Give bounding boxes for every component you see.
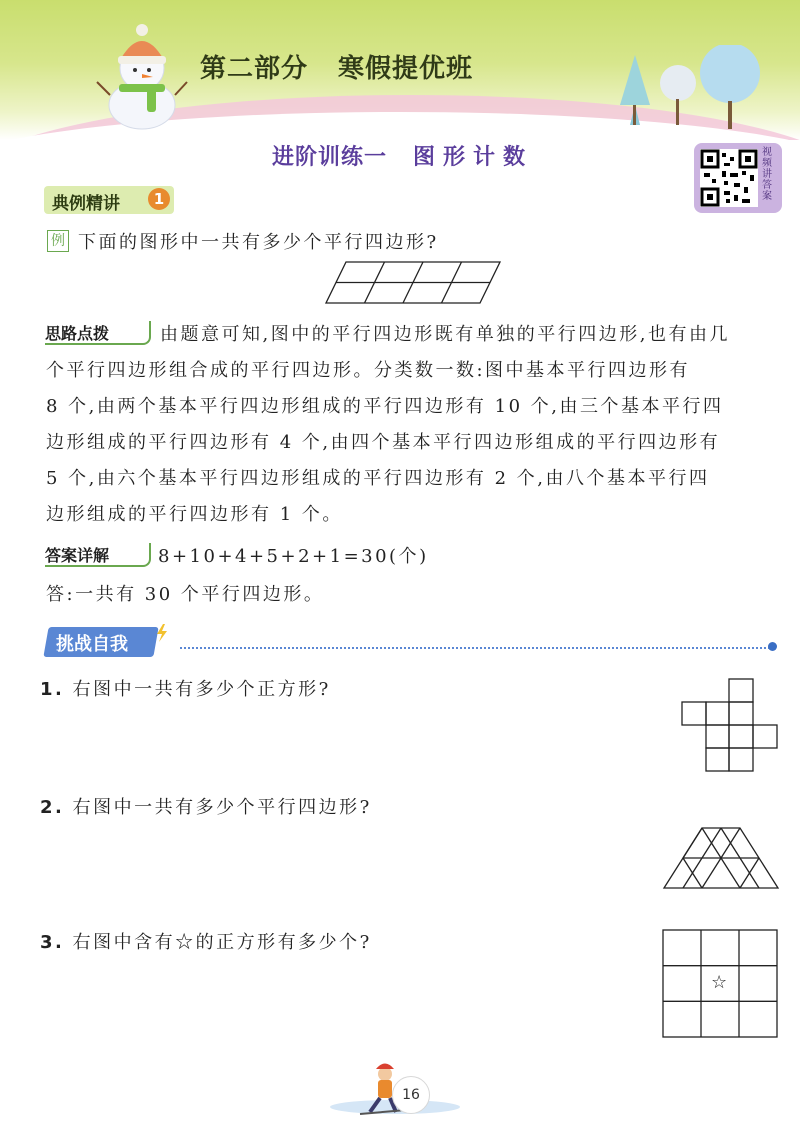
answer-text: 答:一共有 30 个平行四边形。 bbox=[46, 584, 325, 605]
page-number: 16 bbox=[392, 1076, 430, 1114]
lesson-title-main: 图形计数 bbox=[413, 145, 534, 170]
hint-line-1: 由题意可知,图中的平行四边形既有单独的平行四边形,也有由几 bbox=[160, 324, 730, 345]
star-icon: ☆ bbox=[711, 972, 728, 993]
question-2 bbox=[40, 793, 372, 819]
example-question: 下面的图形中一共有多少个平行四边形? bbox=[78, 232, 439, 253]
lesson-title bbox=[272, 140, 533, 171]
snowman-icon bbox=[95, 20, 190, 130]
hint-label-box bbox=[45, 321, 151, 345]
qr-label: 视频讲答案 bbox=[762, 147, 772, 202]
question-2-number: 2. bbox=[40, 797, 65, 818]
answer-label: 答案详解 bbox=[45, 546, 110, 565]
triangle-trapezoid-figure bbox=[662, 826, 782, 892]
question-1 bbox=[40, 675, 331, 701]
trees-decoration-icon bbox=[620, 45, 770, 130]
squares-cross-figure bbox=[680, 677, 780, 773]
question-1-text: 右图中一共有多少个正方形? bbox=[72, 679, 331, 700]
question-3-text: 右图中含有☆的正方形有多少个? bbox=[72, 932, 372, 953]
example-tag: 例 bbox=[47, 230, 69, 252]
answer-formula: 8+10+4+5+2+1=30(个) bbox=[158, 546, 429, 567]
question-1-number: 1. bbox=[40, 679, 65, 700]
part-label: 第二部分 bbox=[200, 54, 309, 84]
question-3 bbox=[40, 928, 372, 954]
lightning-icon bbox=[155, 624, 169, 642]
part-name: 寒假提优班 bbox=[338, 54, 474, 84]
question-2-text: 右图中一共有多少个平行四边形? bbox=[72, 797, 372, 818]
challenge-label: 挑战自我 bbox=[56, 634, 128, 655]
banner-title bbox=[200, 48, 503, 85]
hint-line-6: 边形组成的平行四边形有 1 个。 bbox=[46, 504, 343, 525]
example-badge bbox=[44, 186, 174, 214]
parallelogram-grid-figure bbox=[324, 260, 504, 305]
hint-label: 思路点拨 bbox=[45, 324, 110, 343]
divider-end-dot bbox=[768, 642, 777, 651]
qr-code-panel[interactable] bbox=[694, 143, 782, 213]
answer-label-box bbox=[45, 543, 151, 567]
hint-line-5: 5 个,由六个基本平行四边形组成的平行四边形有 2 个,由八个基本平行四 bbox=[46, 468, 710, 489]
example-badge-label: 典例精讲 bbox=[52, 194, 120, 214]
challenge-divider bbox=[180, 647, 770, 649]
hint-line-2: 个平行四边形组合成的平行四边形。分类数一数:图中基本平行四边形有 bbox=[46, 360, 691, 381]
hint-line-3: 8 个,由两个基本平行四边形组成的平行四边形有 10 个,由三个基本平行四 bbox=[46, 396, 724, 417]
question-3-number: 3. bbox=[40, 932, 65, 953]
example-badge-number: 1 bbox=[148, 188, 170, 210]
hint-line-4: 边形组成的平行四边形有 4 个,由四个基本平行四边形组成的平行四边形有 bbox=[46, 432, 721, 453]
lesson-title-prefix: 进阶训练一 bbox=[272, 145, 388, 170]
header-banner bbox=[0, 0, 800, 140]
qr-code-icon bbox=[700, 149, 758, 207]
